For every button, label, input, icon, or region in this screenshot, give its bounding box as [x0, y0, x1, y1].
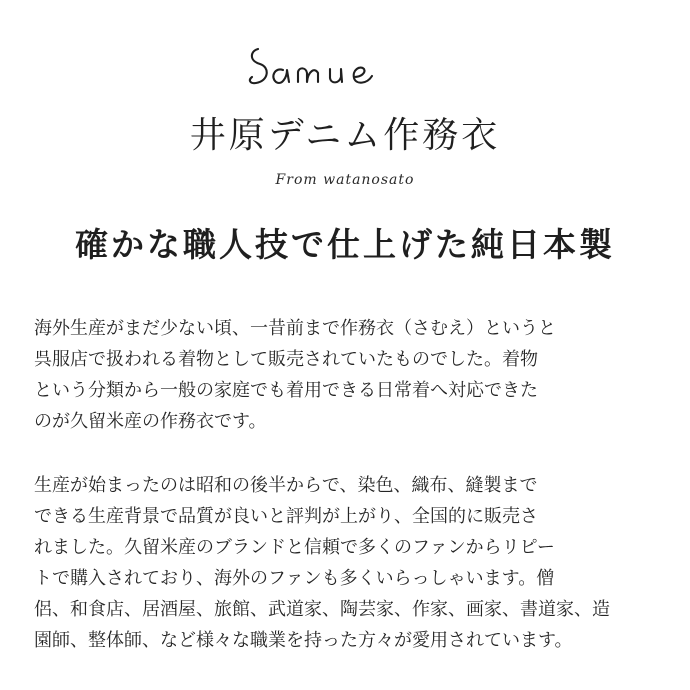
- paragraph-1-line-1: 海外生産がまだ少ない頃、一昔前まで作務衣（さむえ）というと: [34, 318, 556, 339]
- description-paragraph-1: [34, 313, 658, 437]
- samue-logo: [0, 34, 690, 96]
- brand-subtitle: From watanosato: [275, 172, 415, 188]
- paragraph-1-line-2: 呉服店で扱われる着物として販売されていたものでした。着物: [34, 349, 538, 370]
- paragraph-1-line-3: という分類から一般の家庭でも着用できる日常着へ対応できた: [34, 380, 538, 401]
- paragraph-1-line-4: のが久留米産の作務衣です。: [34, 411, 267, 432]
- paragraph-2-line-2: できる生産背景で品質が良いと評判が上がり、全国的に販売さ: [34, 506, 538, 527]
- main-headline: 確かな職人技で仕上げた純日本製: [75, 225, 615, 264]
- description-paragraph-2: [34, 470, 658, 656]
- paragraph-2-line-4: トで購入されており、海外のファンも多くいらっしゃいます。僧: [34, 568, 555, 589]
- paragraph-2-line-5: 侶、和食店、居酒屋、旅館、武道家、陶芸家、作家、画家、書道家、造: [34, 599, 610, 620]
- paragraph-2-line-1: 生産が始まったのは昭和の後半からで、染色、織布、縫製まで: [34, 475, 538, 496]
- paragraph-2-line-3: れました。久留米産のブランドと信頼で多くのファンからリピー: [34, 537, 555, 558]
- brand-title: 井原デニム作務衣: [189, 115, 501, 156]
- paragraph-2-line-6: 園師、整体師、など様々な職業を持った方々が愛用されています。: [34, 630, 573, 651]
